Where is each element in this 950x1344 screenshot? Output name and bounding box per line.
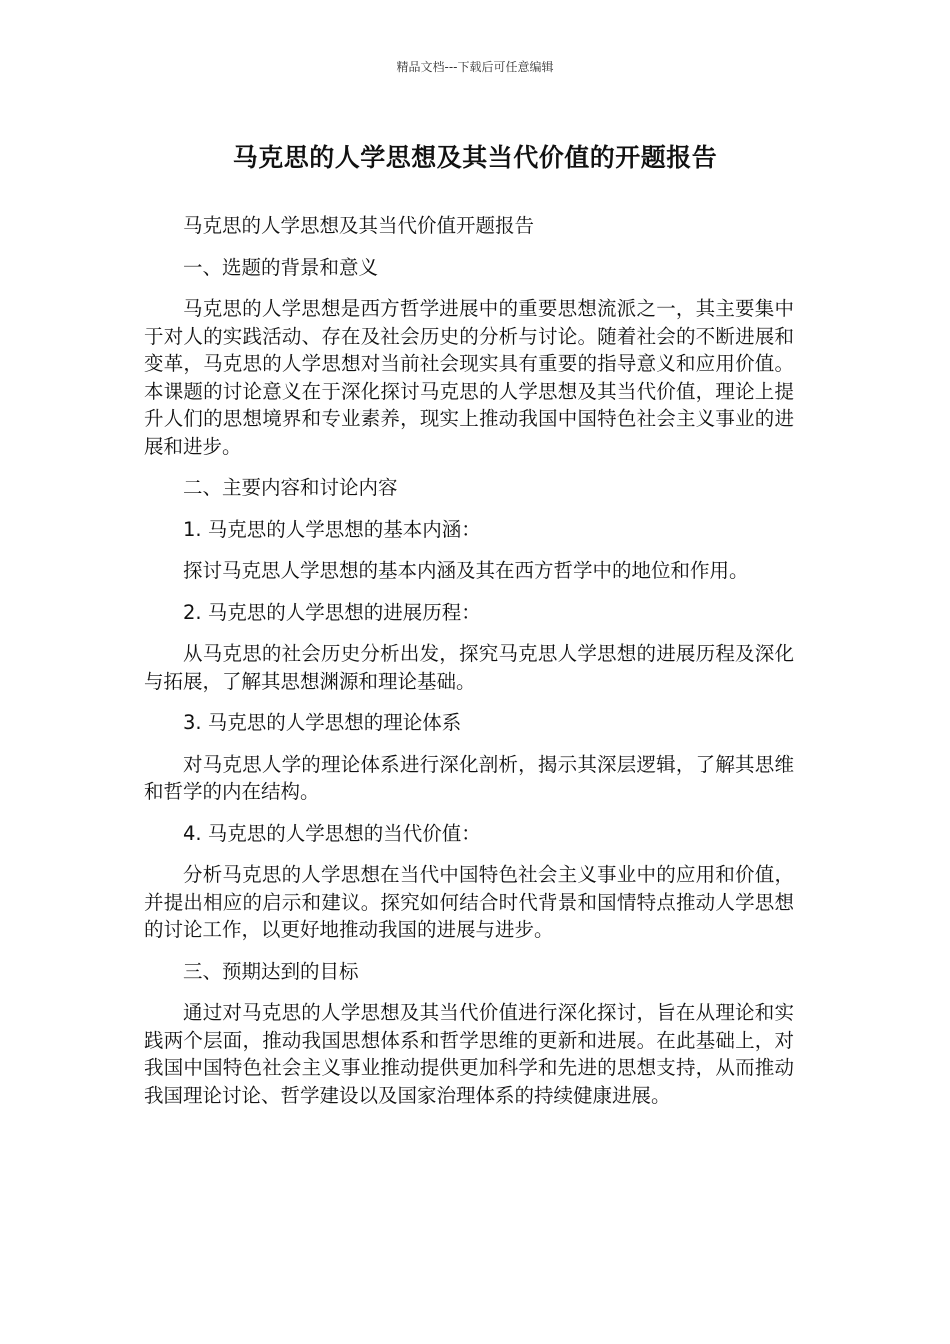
report-subtitle: 马克思的人学思想及其当代价值开题报告 xyxy=(183,214,535,237)
section-heading-content: 二、主要内容和讨论内容 xyxy=(183,476,398,499)
item-heading-4: 4. 马克思的人学思想的当代价值： xyxy=(183,821,481,845)
paragraph-background: 马克思的人学思想是西方哲学进展中的重要思想流派之一，其主要集中于对人的实践活动、存在及社会历史的分析与讨论。随着社会的不断进展和变革，马克思的人学思想对当前社会现实具有重要的指导意义和应用价值。本课题的讨论意义在于深化探讨马克思的人学思想及其当代价值，理论上提升人们的思想境界和专业素养，现实上推动我国中国特色社会主义事业的进展和进步。 xyxy=(144,297,794,458)
section-heading-goals: 三、预期达到的目标 xyxy=(183,959,359,983)
item-text-4: 分析马克思的人学思想在当代中国特色社会主义事业中的应用和价值，并提出相应的启示和建议。探究如何结合时代背景和国情特点推动人学思想的讨论工作，以更好地推动我国的进展与进步。 xyxy=(144,863,794,941)
item-text-3: 对马克思人学的理论体系进行深化剖析，揭示其深层逻辑，了解其思维和哲学的内在结构。 xyxy=(144,752,794,803)
header-note: 精品文档---下载后可任意编辑 xyxy=(396,60,554,74)
item-text-1: 探讨马克思人学思想的基本内涵及其在西方哲学中的地位和作用。 xyxy=(183,559,749,582)
paragraph-goals: 通过对马克思的人学思想及其当代价值进行深化探讨，旨在从理论和实践两个层面，推动我国思想体系和哲学思维的更新和进展。在此基础上，对我国中国特色社会主义事业推动提供更加科学和先进的思想支持，从而推动我国理论讨论、哲学建设以及国家治理体系的持续健康进展。 xyxy=(144,1001,794,1107)
item-text-2: 从马克思的社会历史分析出发，探究马克思人学思想的进展历程及深化与拓展，了解其思想渊源和理论基础。 xyxy=(144,642,794,693)
document-title: 马克思的人学思想及其当代价值的开题报告 xyxy=(232,143,718,172)
item-heading-2: 2. 马克思的人学思想的进展历程： xyxy=(183,600,481,624)
item-heading-3: 3. 马克思的人学思想的理论体系 xyxy=(183,711,462,734)
item-heading-1: 1. 马克思的人学思想的基本内涵： xyxy=(183,517,481,541)
section-heading-background: 一、选题的背景和意义 xyxy=(183,255,379,279)
document-body xyxy=(144,212,794,1123)
